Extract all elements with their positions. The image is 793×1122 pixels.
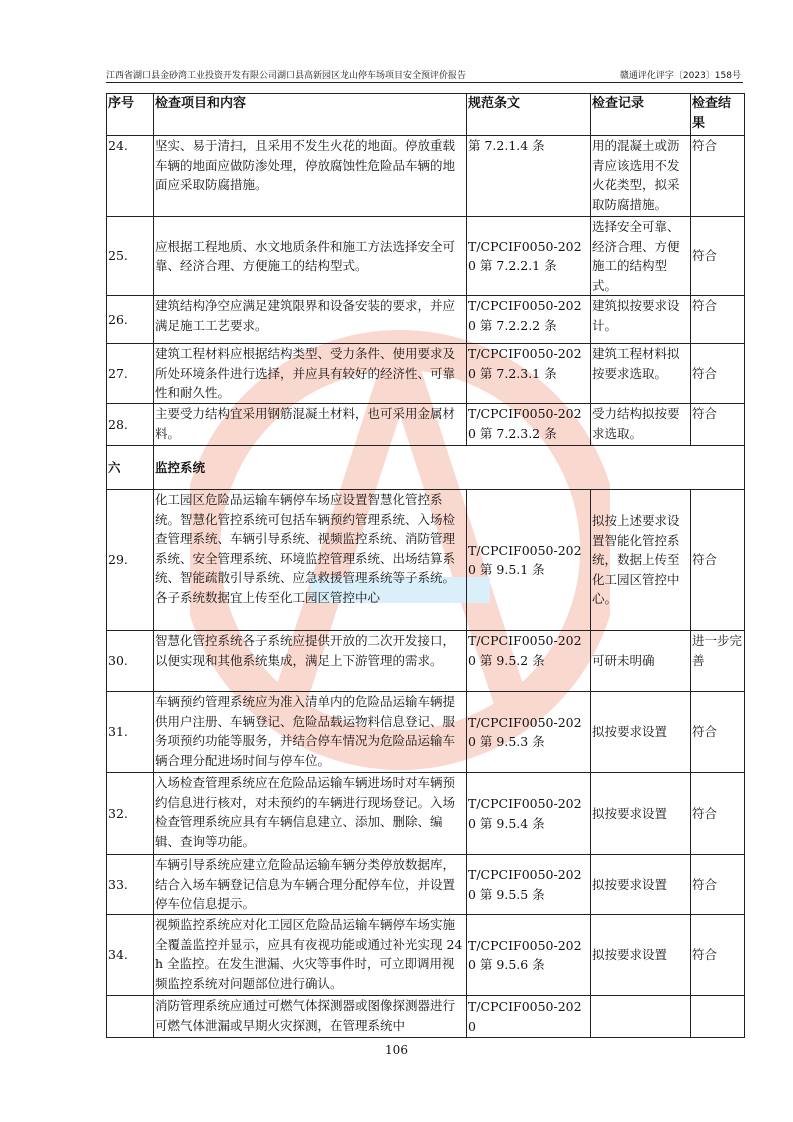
row-no: 31.	[107, 692, 154, 773]
row-item: 建筑结构净空应满足建筑限界和设备安装的要求，并应满足施工工艺要求。	[154, 296, 467, 344]
row-no: 24.	[107, 136, 154, 217]
row-record: 拟按要求设置	[591, 855, 691, 915]
row-record: 受力结构拟按要求选取。	[591, 404, 691, 446]
row-clause: T/CPCIF0050-2020 第 9.5.6 条	[467, 915, 591, 996]
row-result: 符合	[691, 915, 745, 996]
row-result: 进一步完善	[691, 631, 745, 692]
row-record: 选择安全可靠、经济合理、方便施工的结构型式。	[591, 217, 691, 296]
table-row	[107, 855, 745, 915]
row-no: 25.	[107, 217, 154, 296]
row-item: 应根据工程地质、水文地质条件和施工方法选择安全可靠、经济合理、方便施工的结构型式。	[154, 217, 467, 296]
col-header-item: 检查项目和内容	[154, 94, 467, 136]
row-clause: T/CPCIF0050-2020 第 9.5.2 条	[467, 631, 591, 692]
row-result: 符合	[691, 344, 745, 404]
row-no: 26.	[107, 296, 154, 344]
col-header-record: 检查记录	[591, 94, 691, 136]
row-no	[107, 996, 154, 1038]
row-item: 车辆引导系统应建立危险品运输车辆分类停放数据库，结合入场车辆登记信息为车辆合理分配停车位，并设置停车位信息提示。	[154, 855, 467, 915]
row-result: 符合	[691, 490, 745, 631]
row-result: 符合	[691, 296, 745, 344]
table-row	[107, 773, 745, 855]
row-record: 拟按要求设置	[591, 773, 691, 855]
row-clause: T/CPCIF0050-2020 第 7.2.3.2 条	[467, 404, 591, 446]
row-record: 用的混凝土或沥青应该选用不发火花类型，拟采取防腐措施。	[591, 136, 691, 217]
row-result: 符合	[691, 136, 745, 217]
row-result	[691, 996, 745, 1038]
row-clause: T/CPCIF0050-2020 第 7.2.3.1 条	[467, 344, 591, 404]
row-no: 27.	[107, 344, 154, 404]
row-clause: T/CPCIF0050-2020 第 7.2.2.1 条	[467, 217, 591, 296]
row-no: 30.	[107, 631, 154, 692]
row-clause: 第 7.2.1.4 条	[467, 136, 591, 217]
row-item: 坚实、易于清扫，且采用不发生火花的地面。停放重载车辆的地面应做防渗处理，停放腐蚀性危险品车辆的地面应采取防腐措施。	[154, 136, 467, 217]
row-result: 符合	[691, 404, 745, 446]
row-item: 车辆预约管理系统应为准入清单内的危险品运输车辆提供用户注册、车辆登记、危险品载运物料信息登记、服务项预约功能等服务，并结合停车情况为危险品运输车辆合理分配进场时间与停车位。	[154, 692, 467, 773]
row-no: 28.	[107, 404, 154, 446]
header-report-title: 江西省湖口县金砂湾工业投资开发有限公司湖口县高新园区龙山停车场项目安全预评价报告	[106, 71, 467, 81]
row-item: 化工园区危险品运输车辆停车场应设置智慧化管控系统。智慧化管控系统可包括车辆预约管理系统、入场检查管理系统、车辆引导系统、视频监控系统、消防管理系统、安全管理系统、环境监控管理系统、出场结算系统、智能疏散引导系统、应急救援管理系统等子系统。各子系统数据宜上传至化工园区管控中心	[154, 490, 467, 631]
col-header-no: 序号	[107, 94, 154, 136]
row-clause: T/CPCIF0050-2020 第 9.5.3 条	[467, 692, 591, 773]
row-record: 拟按要求设置	[591, 915, 691, 996]
table-row	[107, 631, 745, 692]
row-clause: T/CPCIF0050-2020 第 9.5.4 条	[467, 773, 591, 855]
row-item: 消防管理系统应通过可燃气体探测器或图像探测器进行可燃气体泄漏或早期火灾探测，在管理系统中	[154, 996, 467, 1038]
table-header-row	[107, 94, 745, 136]
row-no: 29.	[107, 490, 154, 631]
row-result: 符合	[691, 217, 745, 296]
col-header-clause: 规范条文	[467, 94, 591, 136]
row-no: 34.	[107, 915, 154, 996]
row-item: 主要受力结构宜采用钢筋混凝土材料，也可采用金属材料。	[154, 404, 467, 446]
row-result: 符合	[691, 855, 745, 915]
row-item: 入场检查管理系统应在危险品运输车辆进场时对车辆预约信息进行核对，对未预约的车辆进行现场登记。入场检查管理系统应具有车辆信息建立、添加、删除、编辑、查询等功能。	[154, 773, 467, 855]
table-row	[107, 296, 745, 344]
table-row	[107, 692, 745, 773]
row-result: 符合	[691, 692, 745, 773]
row-item: 建筑工程材料应根据结构类型、受力条件、使用要求及所处环境条件进行选择，并应具有较好的经济性、可靠性和耐久性。	[154, 344, 467, 404]
col-header-result: 检查结果	[691, 94, 745, 136]
page-header	[106, 66, 743, 83]
table-row	[107, 915, 745, 996]
row-record: 建筑工程材料拟按要求选取。	[591, 344, 691, 404]
table-row-continued	[107, 996, 745, 1038]
table-row	[107, 344, 745, 404]
page-number: 106	[385, 1043, 408, 1057]
row-clause: T/CPCIF0050-2020	[467, 996, 591, 1038]
header-report-number: 赣通评化评字〔2023〕158号	[619, 71, 741, 81]
section-no: 六	[107, 446, 154, 490]
table-row	[107, 217, 745, 296]
section-title: 监控系统	[154, 446, 745, 490]
row-record: 拟按要求设置	[591, 692, 691, 773]
row-record: 拟按上述要求设置智能化管控系统，数据上传至化工园区管控中心。	[591, 490, 691, 631]
row-no: 32.	[107, 773, 154, 855]
row-item: 视频监控系统应对化工园区危险品运输车辆停车场实施全覆盖监控并显示，应具有夜视功能或通过补光实现 24h 全监控。在发生泄漏、火灾等事件时，可立即调用视频监控系统对问题部位进行确认。	[154, 915, 467, 996]
table-row	[107, 136, 745, 217]
row-clause: T/CPCIF0050-2020 第 9.5.1 条	[467, 490, 591, 631]
row-record	[591, 996, 691, 1038]
table-row	[107, 404, 745, 446]
row-record: 建筑拟按要求设计。	[591, 296, 691, 344]
row-clause: T/CPCIF0050-2020 第 9.5.5 条	[467, 855, 591, 915]
row-record: 可研未明确	[591, 631, 691, 692]
section-row	[107, 446, 745, 490]
row-result: 符合	[691, 773, 745, 855]
row-no: 33.	[107, 855, 154, 915]
table-row	[107, 490, 745, 631]
row-item: 智慧化管控系统各子系统应提供开放的二次开发接口，以便实现和其他系统集成，满足上下游管理的需求。	[154, 631, 467, 692]
row-clause: T/CPCIF0050-2020 第 7.2.2.2 条	[467, 296, 591, 344]
inspection-table	[106, 93, 745, 1038]
